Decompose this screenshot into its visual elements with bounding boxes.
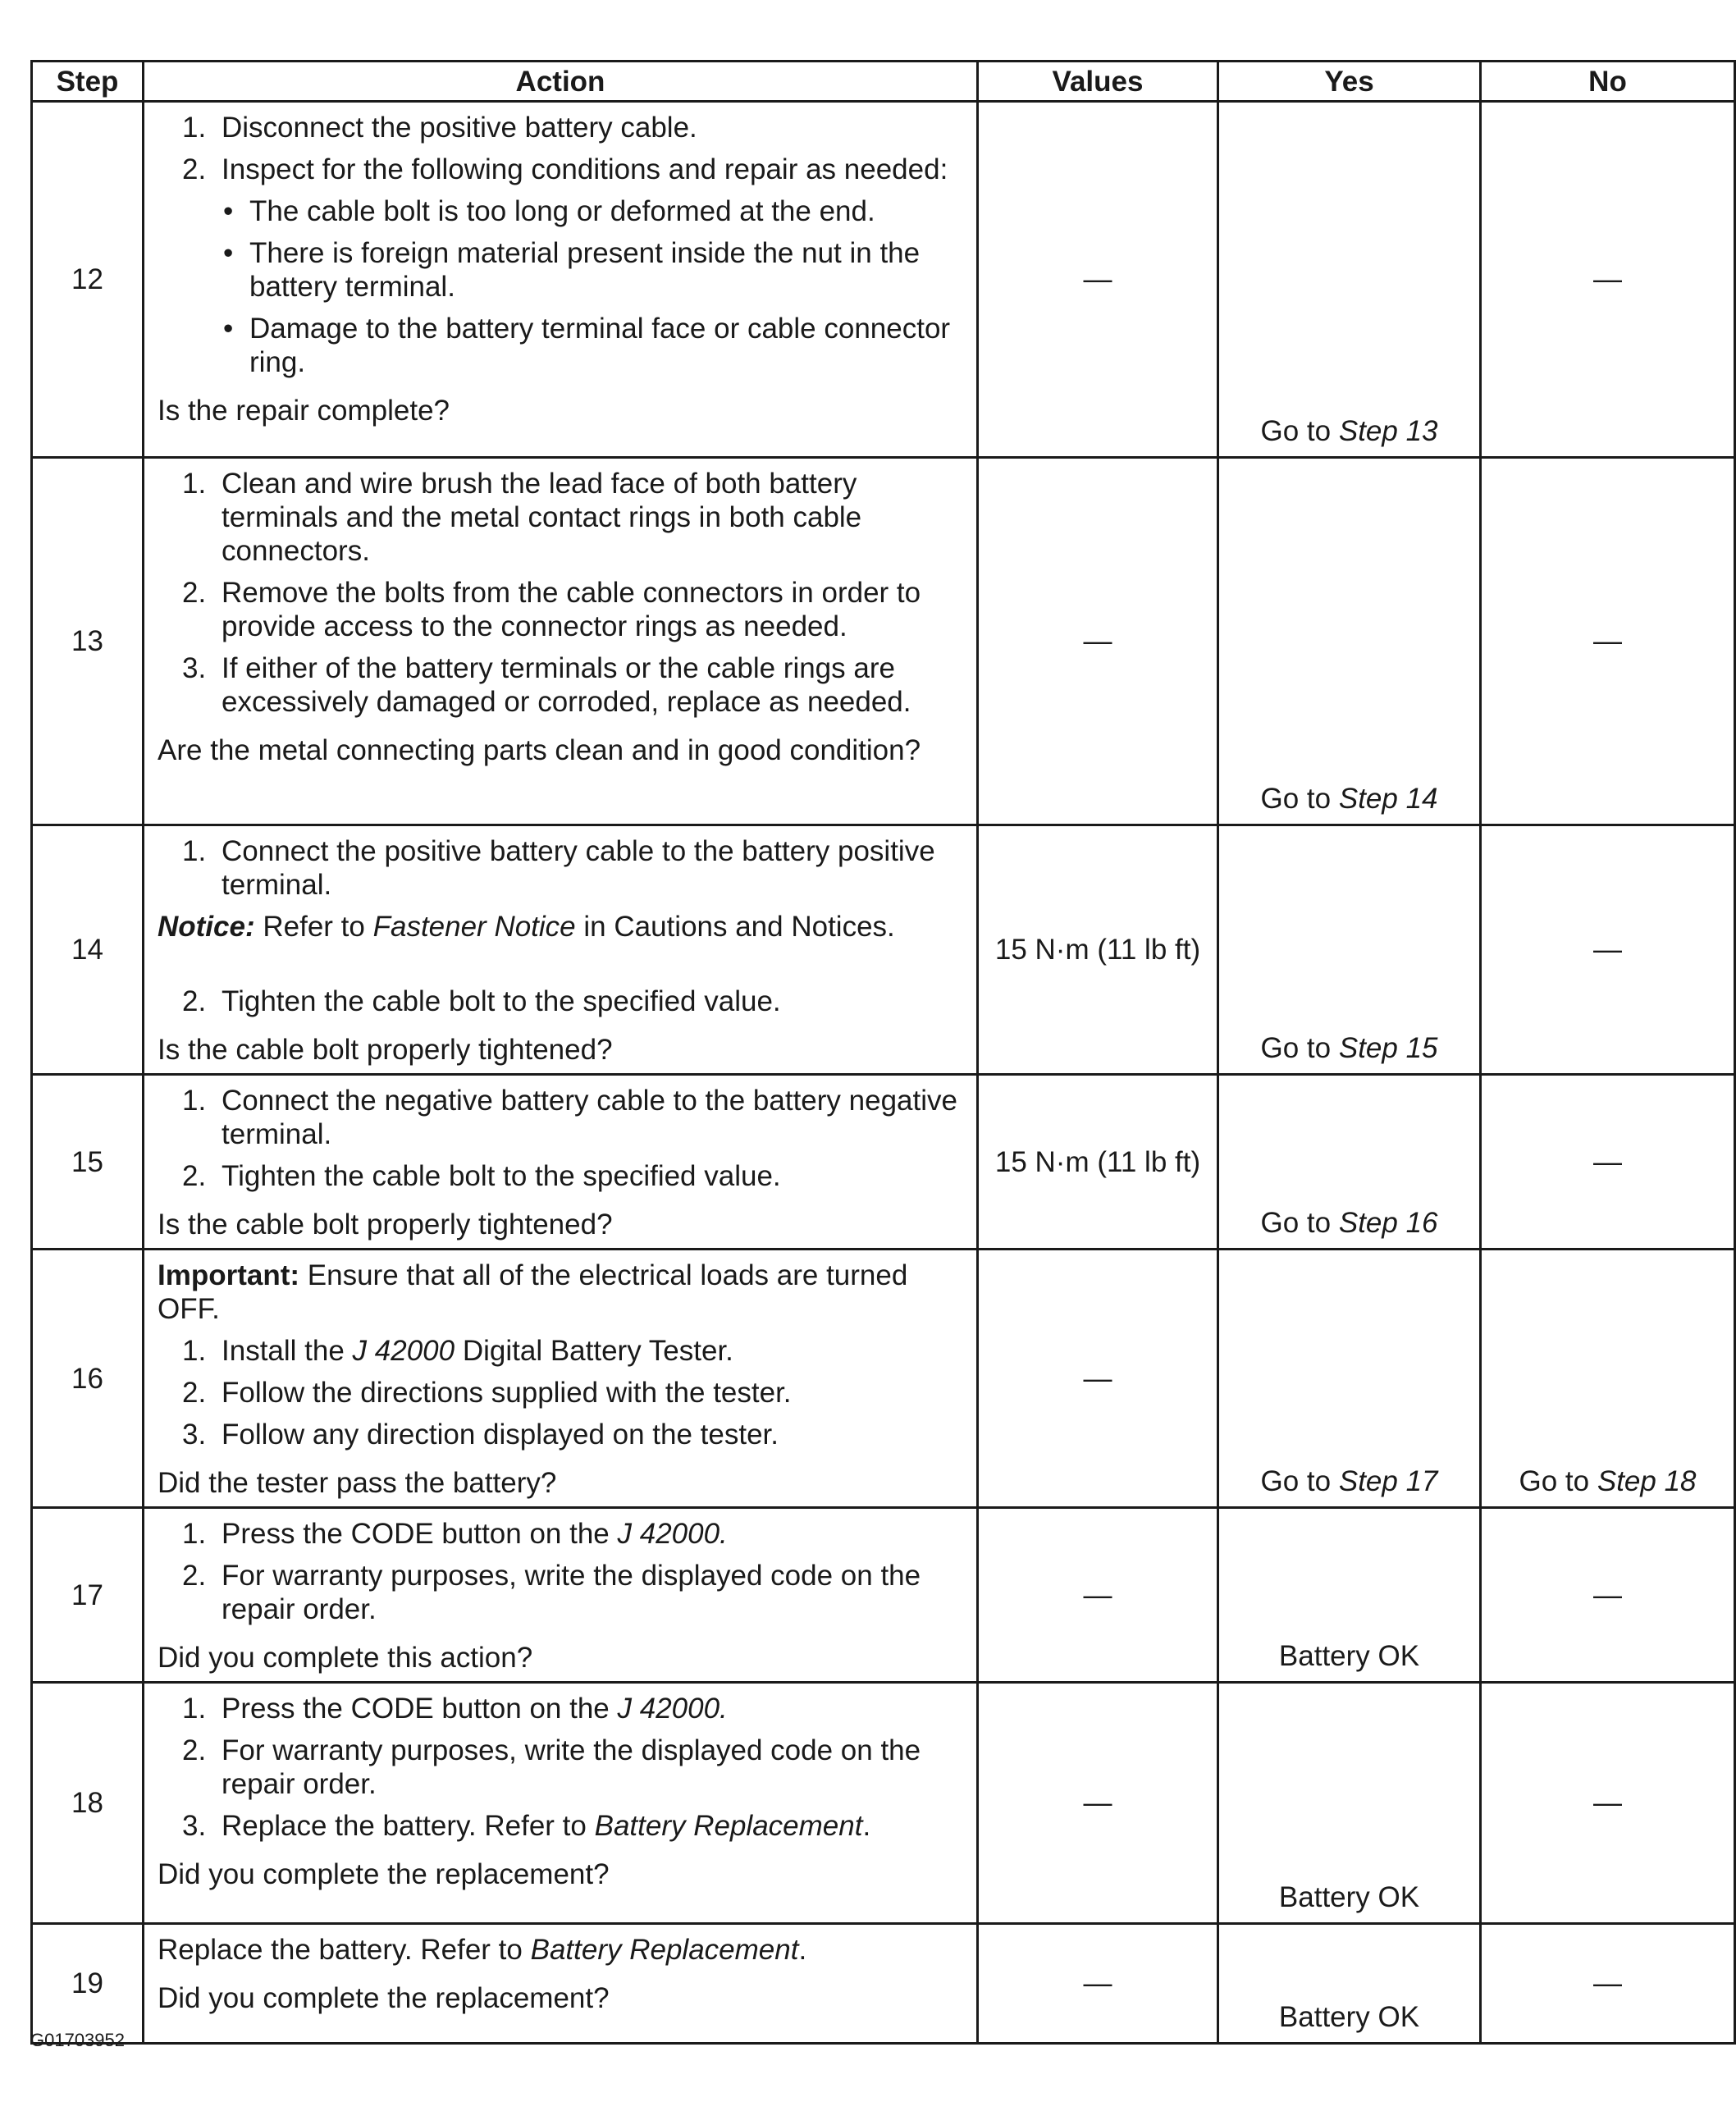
condition-bullet: • There is foreign material present inside the nut in the battery terminal. bbox=[223, 237, 921, 303]
step-number: 13 bbox=[32, 458, 144, 825]
yes-cell: Battery OK bbox=[1218, 1924, 1481, 2044]
step-link[interactable]: Step 18 bbox=[1597, 1465, 1697, 1497]
header-step: Step bbox=[32, 62, 144, 102]
action-item: 3. Replace the battery. Refer to Battery Replacement. bbox=[182, 1810, 871, 1842]
step-row-18 bbox=[32, 1683, 1735, 1924]
action-cell bbox=[144, 1250, 978, 1508]
action-item: 1. Connect the negative battery cable to the battery negative terminal. bbox=[182, 1085, 957, 1150]
yes-cell: Battery OK bbox=[1218, 1508, 1481, 1683]
no-cell: Go to Step 18 bbox=[1481, 1250, 1735, 1508]
action-item: 2. Inspect for the following conditions and repair as needed: bbox=[182, 153, 948, 185]
yes-cell: Go to Step 15 bbox=[1218, 825, 1481, 1075]
condition-bullet: • Damage to the battery terminal face or cable connector ring. bbox=[223, 313, 951, 378]
step-number: 19 bbox=[32, 1924, 144, 2044]
action-cell bbox=[144, 825, 978, 1075]
no-cell: — bbox=[1481, 102, 1735, 458]
diagnostic-steps-table bbox=[30, 60, 1736, 2045]
action-cell bbox=[144, 1508, 978, 1683]
step-question: Did you complete the replacement? bbox=[158, 1858, 610, 1890]
step-question: Did you complete this action? bbox=[158, 1642, 533, 1674]
battery-replacement-link[interactable]: Battery Replacement bbox=[530, 1934, 799, 1966]
action-cell bbox=[144, 458, 978, 825]
action-cell bbox=[144, 1075, 978, 1250]
header-no: No bbox=[1481, 62, 1735, 102]
battery-replacement-link[interactable]: Battery Replacement bbox=[594, 1810, 863, 1842]
action-item: 1. Press the CODE button on the J 42000. bbox=[182, 1518, 728, 1550]
action-item: 1. Connect the positive battery cable to the battery positive terminal. bbox=[182, 835, 935, 901]
yes-cell: Go to Step 17 bbox=[1218, 1250, 1481, 1508]
no-cell: — bbox=[1481, 825, 1735, 1075]
notice-text: Notice: Refer to Fastener Notice in Cautions and Notices. bbox=[158, 911, 895, 943]
step-question: Did the tester pass the battery? bbox=[158, 1467, 557, 1499]
header-yes: Yes bbox=[1218, 62, 1481, 102]
yes-cell: Go to Step 13 bbox=[1218, 102, 1481, 458]
value-cell: — bbox=[978, 1250, 1218, 1508]
action-cell bbox=[144, 1683, 978, 1924]
action-item: 2. For warranty purposes, write the displayed code on the repair order. bbox=[182, 1734, 921, 1800]
no-cell: — bbox=[1481, 1683, 1735, 1924]
step-row-17 bbox=[32, 1508, 1735, 1683]
condition-bullet: • The cable bolt is too long or deformed at the end. bbox=[223, 195, 875, 227]
no-cell: — bbox=[1481, 458, 1735, 825]
step-question: Is the cable bolt properly tightened? bbox=[158, 1209, 613, 1241]
step-number: 14 bbox=[32, 825, 144, 1075]
header-action: Action bbox=[144, 62, 978, 102]
action-item: 3. If either of the battery terminals or the cable rings are excessively damaged or corroded, replace as needed. bbox=[182, 652, 911, 718]
value-cell: — bbox=[978, 1924, 1218, 2044]
yes-cell: Battery OK bbox=[1218, 1683, 1481, 1924]
value-cell: — bbox=[978, 1508, 1218, 1683]
step-row-16 bbox=[32, 1250, 1735, 1508]
step-row-19 bbox=[32, 1924, 1735, 2044]
fastener-notice-link[interactable]: Fastener Notice bbox=[372, 911, 576, 943]
step-number: 15 bbox=[32, 1075, 144, 1250]
value-cell: — bbox=[978, 458, 1218, 825]
no-cell: — bbox=[1481, 1924, 1735, 2044]
no-cell: — bbox=[1481, 1075, 1735, 1250]
step-link[interactable]: Step 13 bbox=[1338, 415, 1438, 447]
step-link[interactable]: Step 15 bbox=[1338, 1032, 1438, 1064]
step-row-14 bbox=[32, 825, 1735, 1075]
value-cell: 15 N·m (11 lb ft) bbox=[978, 1075, 1218, 1250]
step-question: Are the metal connecting parts clean and in good condition? bbox=[158, 734, 921, 766]
step-link[interactable]: Step 17 bbox=[1338, 1465, 1438, 1497]
step-question: Is the repair complete? bbox=[158, 395, 450, 427]
step-row-13 bbox=[32, 458, 1735, 825]
action-item: 1. Press the CODE button on the J 42000. bbox=[182, 1693, 728, 1725]
action-item: 2. For warranty purposes, write the displayed code on the repair order. bbox=[182, 1560, 921, 1625]
action-text: Replace the battery. Refer to Battery Replacement. bbox=[158, 1934, 807, 1966]
no-cell: — bbox=[1481, 1508, 1735, 1683]
table-header-row bbox=[32, 62, 1735, 102]
step-number: 16 bbox=[32, 1250, 144, 1508]
tool-reference: J 42000. bbox=[617, 1693, 728, 1725]
step-link[interactable]: Step 14 bbox=[1338, 783, 1438, 815]
yes-cell: Go to Step 16 bbox=[1218, 1075, 1481, 1250]
action-item: 1. Install the J 42000 Digital Battery Tester. bbox=[182, 1335, 733, 1367]
step-number: 12 bbox=[32, 102, 144, 458]
action-item: 3. Follow any direction displayed on the tester. bbox=[182, 1419, 779, 1451]
step-row-12 bbox=[32, 102, 1735, 458]
tool-reference: J 42000. bbox=[617, 1518, 728, 1550]
action-item: 2. Tighten the cable bolt to the specified value. bbox=[182, 985, 781, 1017]
step-number: 18 bbox=[32, 1683, 144, 1924]
action-item: 2. Follow the directions supplied with the tester. bbox=[182, 1377, 792, 1409]
step-number: 17 bbox=[32, 1508, 144, 1683]
step-link[interactable]: Step 16 bbox=[1338, 1207, 1438, 1239]
action-cell bbox=[144, 102, 978, 458]
value-cell: — bbox=[978, 1683, 1218, 1924]
step-row-15 bbox=[32, 1075, 1735, 1250]
action-item: 2. Remove the bolts from the cable connectors in order to provide access to the connector rings as needed. bbox=[182, 577, 921, 642]
tool-reference: J 42000 bbox=[352, 1335, 455, 1367]
action-item: 1. Disconnect the positive battery cable. bbox=[182, 112, 697, 144]
yes-cell: Go to Step 14 bbox=[1218, 458, 1481, 825]
important-text: Important: Ensure that all of the electrical loads are turned OFF. bbox=[158, 1259, 908, 1325]
step-question: Did you complete the replacement? bbox=[158, 1982, 610, 2014]
action-cell bbox=[144, 1924, 978, 2044]
action-item: 1. Clean and wire brush the lead face of both battery terminals and the metal contact rings in both cable connectors. bbox=[182, 468, 862, 567]
step-question: Is the cable bolt properly tightened? bbox=[158, 1034, 613, 1066]
value-cell: — bbox=[978, 102, 1218, 458]
value-cell: 15 N·m (11 lb ft) bbox=[978, 825, 1218, 1075]
figure-id: G01703952 bbox=[30, 2030, 125, 2050]
action-item: 2. Tighten the cable bolt to the specified value. bbox=[182, 1160, 781, 1192]
header-values: Values bbox=[978, 62, 1218, 102]
